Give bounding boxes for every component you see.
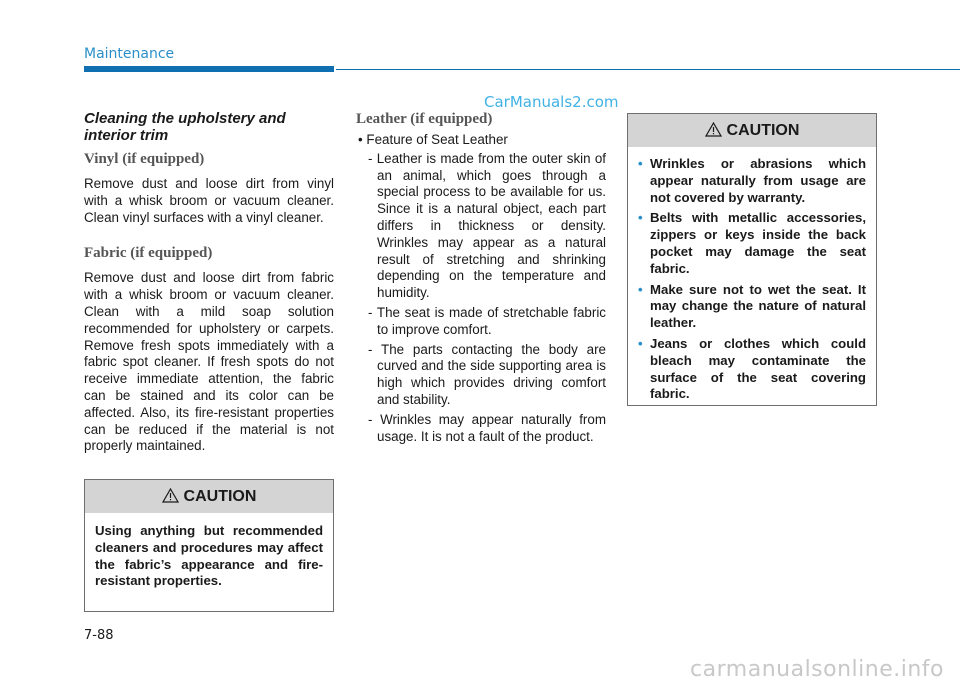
leather-item: - The seat is made of stretchable fabric to improve comfort.: [368, 304, 606, 337]
bullet-icon: •: [638, 335, 643, 351]
vinyl-heading: Vinyl (if equipped): [84, 151, 205, 167]
caution-title: CAUTION: [726, 121, 800, 139]
bullet-icon: •: [638, 156, 643, 171]
caution-text: Using anything but recommended cleaners and procedures may affect the fabric’s appearance and fire-resistant properties.: [95, 523, 323, 589]
caution-header: [85, 480, 333, 513]
fabric-text: Remove dust and loose dirt from fabric with a whisk broom or vacuum cleaner. Clean with a mild soap solution recommended for upholstery or carpets. Remove fresh spots immediately with a fabric spot cleaner. If fresh spots do not receive immediate attention, the fabric can be stained and its color can be affected. Also, its fire-resistant properties can be reduced if the material is not properly maintained.: [84, 270, 334, 454]
page-heading: Cleaning the upholstery and interior trim: [84, 110, 286, 144]
caution-title: CAUTION: [183, 487, 257, 505]
bullet-icon: •: [638, 281, 643, 297]
bullet-icon: •: [638, 210, 643, 226]
caution-item: • Make sure not to wet the seat. It may change the nature of natural leather.: [638, 281, 866, 331]
page-number: 7-88: [84, 628, 114, 643]
caution-box-left: [84, 479, 334, 612]
watermark-top: CarManuals2.com: [484, 93, 619, 111]
watermark-bottom: carmanualsonline.info: [690, 657, 944, 682]
leather-item: - Leather is made from the outer skin of an animal, which goes through a special process to be available for us. Since it is a natural object, each part differs in thickness or density. Wrinkles may appear as a natural result of stretching and shrinking depending on the temperature and humidity.: [368, 150, 606, 301]
leather-bullet: • Feature of Seat Leather: [358, 132, 508, 147]
warning-triangle-icon: [705, 122, 722, 137]
leather-item: - The parts contacting the body are curved and the side supporting area is high which provides driving comfort and stability.: [368, 341, 606, 407]
section-title: Maintenance: [84, 46, 175, 62]
leather-item: - Wrinkles may appear naturally from usage. It is not a fault of the product.: [368, 411, 606, 444]
middle-column: [356, 110, 606, 448]
left-column: [84, 110, 334, 473]
header-rule-thin: [336, 69, 960, 70]
caution-item: • Belts with metallic accessories, zippers or keys inside the back pocket may damage the seat fabric.: [638, 210, 866, 276]
vinyl-text: Remove dust and loose dirt from vinyl with a whisk broom or vacuum cleaner. Clean vinyl surfaces with a vinyl cleaner.: [84, 176, 334, 225]
header-rule-thick: [84, 66, 334, 72]
leather-heading: Leather (if equipped): [356, 111, 493, 127]
fabric-heading: Fabric (if equipped): [84, 245, 213, 262]
caution-item: • Jeans or clothes which could bleach may contaminate the surface of the seat covering fabric.: [638, 335, 866, 402]
warning-triangle-icon: [162, 488, 179, 503]
caution-header: [628, 114, 876, 147]
caution-item: • Wrinkles or abrasions which appear naturally from usage are not covered by warranty.: [638, 156, 866, 205]
caution-box-right: [627, 113, 877, 406]
